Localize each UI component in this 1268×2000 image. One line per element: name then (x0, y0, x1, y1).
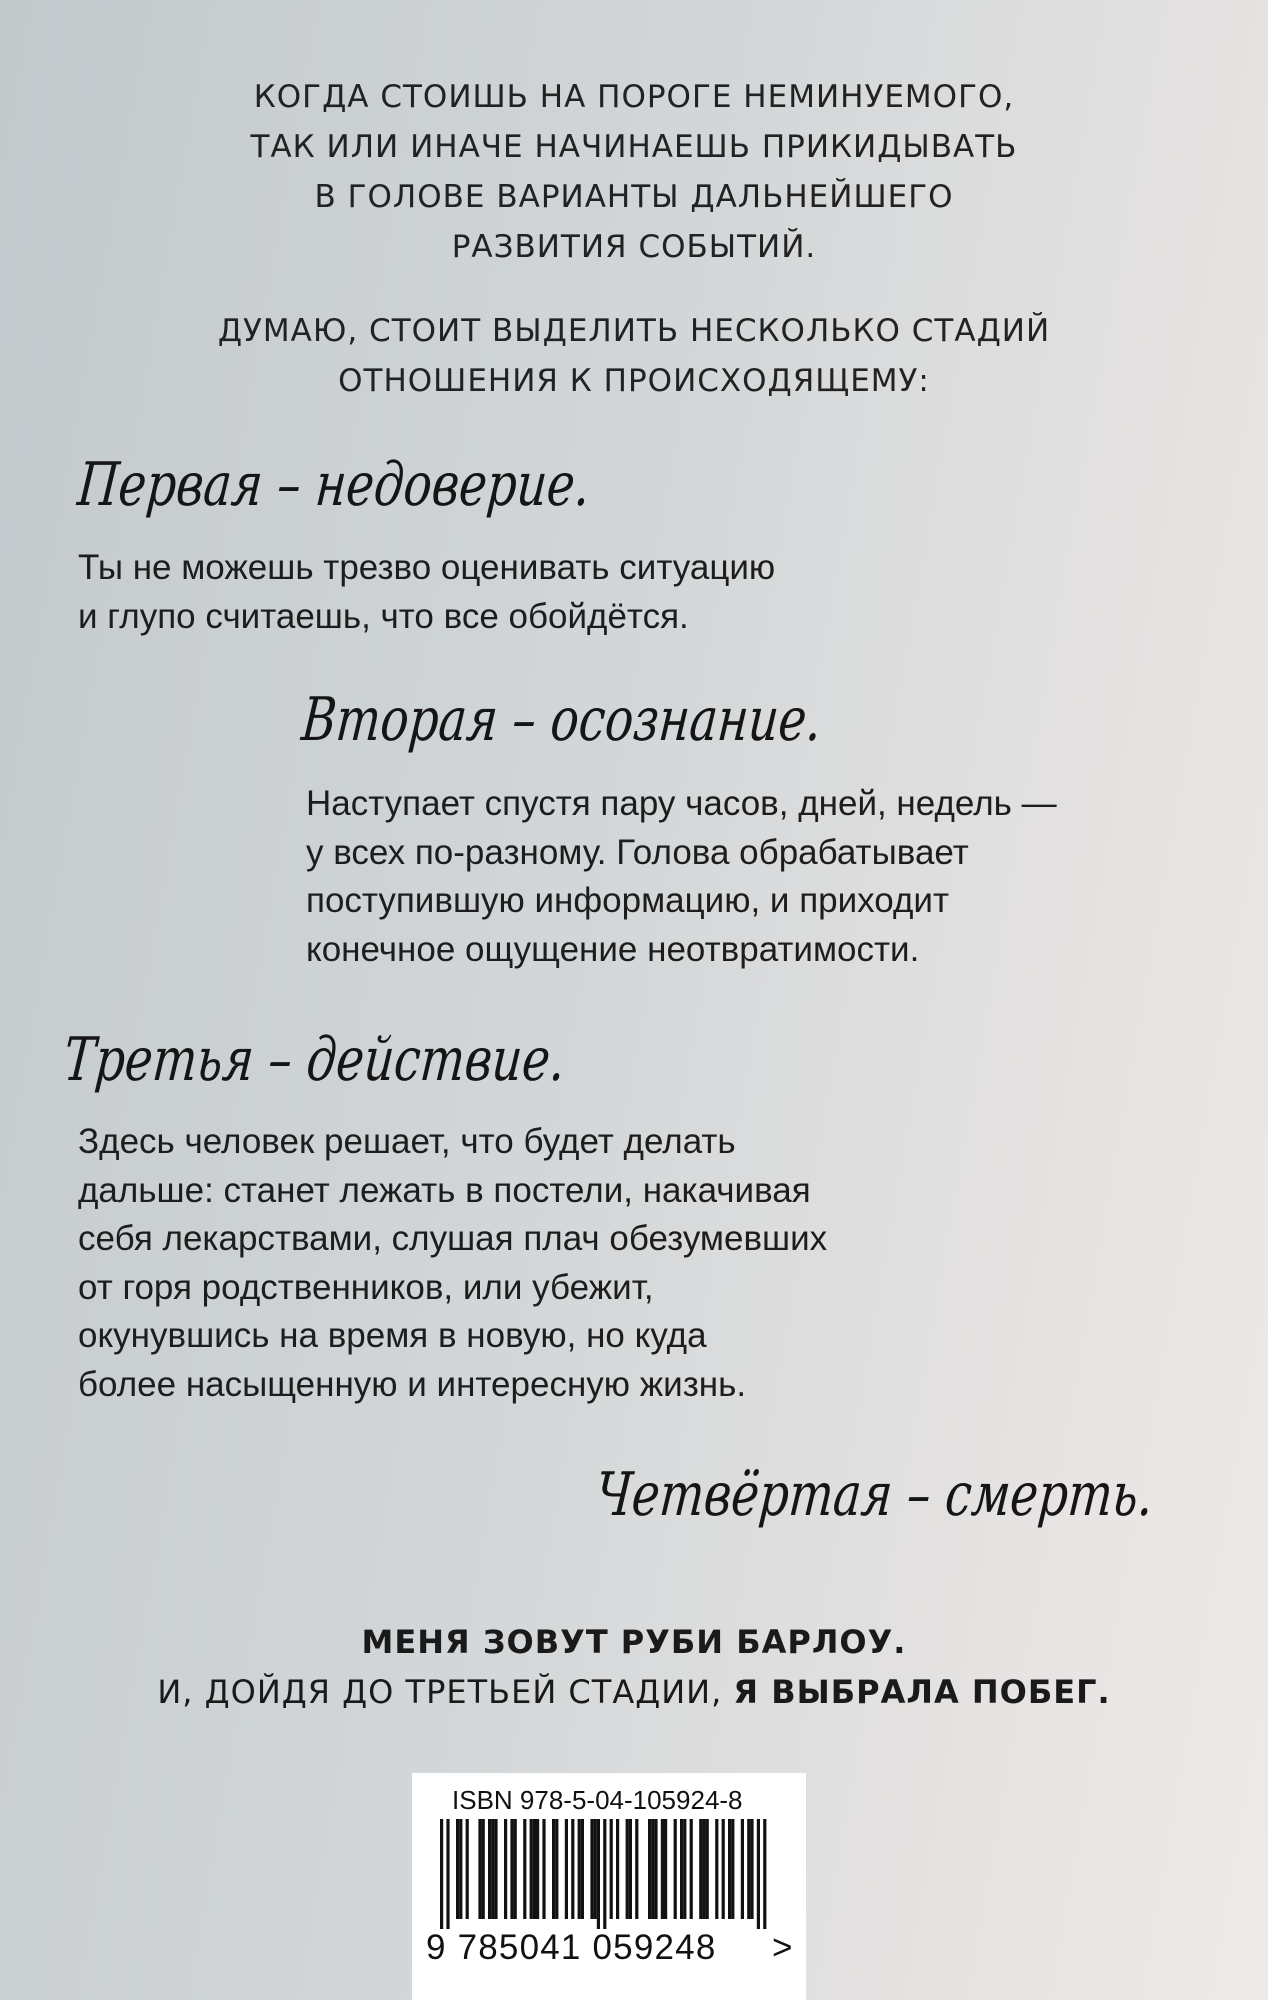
barcode-bar (491, 1819, 494, 1919)
barcode-bar (533, 1819, 536, 1919)
barcode-bar (648, 1819, 651, 1919)
barcode-bar (594, 1819, 597, 1919)
barcode-bar (466, 1819, 469, 1919)
barcode-bar (715, 1819, 718, 1919)
barcode-bar (482, 1819, 485, 1919)
barcode-bar (478, 1819, 481, 1919)
barcode-bar (750, 1819, 753, 1919)
barcode-bar (651, 1819, 654, 1919)
barcode-bar (610, 1819, 613, 1919)
barcode-bar (747, 1819, 750, 1919)
intro-line-1: КОГДА СТОИШЬ НА ПОРОГЕ НЕМИНУЕМОГО, (253, 79, 1015, 115)
barcode-bar (571, 1819, 574, 1919)
stage-4-title: Четвёртая – смерть. (593, 1460, 1156, 1530)
barcode-bar (555, 1819, 558, 1919)
barcode-bar (728, 1819, 731, 1919)
intro-line-3: В ГОЛОВЕ ВАРИАНТЫ ДАЛЬНЕЙШЕГО (314, 179, 954, 215)
barcode-digits: 9 785041 059248 (426, 1928, 717, 1967)
barcode-bar (542, 1819, 545, 1919)
barcode-bar (702, 1819, 705, 1919)
barcode-bar (616, 1819, 619, 1919)
barcode-bar (722, 1819, 725, 1919)
barcode-bar (661, 1819, 664, 1919)
barcode-bar (680, 1819, 683, 1919)
barcode-bar (690, 1819, 693, 1919)
barcode-bar (731, 1819, 734, 1919)
barcode-bar (706, 1819, 709, 1919)
barcode-bar (757, 1819, 760, 1929)
barcode-bar (664, 1819, 667, 1919)
barcode-bar (597, 1819, 600, 1929)
intro2-line-2: ОТНОШЕНИЯ К ПРОИСХОДЯЩЕМУ: (338, 363, 930, 399)
closing-line-2 (0, 1662, 1268, 1722)
barcode-bar (510, 1819, 513, 1919)
stage-1-title: Первая – недоверие. (75, 450, 593, 520)
stage-1-text: Ты не можешь трезво оценивать ситуацию и глупо считаешь, что все обойдётся. (78, 548, 776, 636)
barcode-bar (699, 1819, 702, 1919)
barcode-bar (488, 1819, 491, 1919)
barcode-bar (590, 1819, 593, 1919)
barcode-bar (741, 1819, 744, 1919)
barcode-bar (683, 1819, 686, 1919)
barcode-bar (523, 1819, 526, 1919)
closing-bold: Я ВЫБРАЛА ПОБЕГ. (733, 1673, 1111, 1711)
barcode-bar (674, 1819, 677, 1919)
barcode-bar (530, 1819, 533, 1919)
intro-line-2: ТАК ИЛИ ИНАЧЕ НАЧИНАЕШЬ ПРИКИДЫВАТЬ (250, 129, 1018, 165)
barcode-bar (514, 1819, 517, 1919)
barcode-bar (552, 1819, 555, 1919)
barcode-bar (578, 1819, 581, 1919)
barcode-bar (763, 1819, 766, 1929)
barcode-bar (456, 1819, 459, 1919)
barcode-bar (459, 1819, 462, 1919)
closing-name: МЕНЯ ЗОВУТ РУБИ БАРЛОУ. (361, 1623, 907, 1661)
stage-2-title: Вторая – осознание. (299, 685, 825, 755)
barcode-bar (536, 1819, 539, 1919)
barcode-bar (654, 1819, 657, 1919)
barcode-bar (504, 1819, 507, 1919)
barcode-bar (494, 1819, 497, 1919)
barcode-bar (626, 1819, 629, 1919)
barcode-box (412, 1773, 806, 2000)
barcode-bar (446, 1819, 449, 1929)
stage-3-text: Здесь человек решает, что будет делать дальше: станет лежать в постели, накачивая себя лекарствами, слушая плач обезумевших от горя родственников, или убежит, окунувшись на время в новую, но куда более насыщенную и интересную жизнь. (78, 1122, 828, 1404)
barcode-bar (581, 1819, 584, 1919)
barcode-bar (629, 1819, 632, 1919)
barcode-bar (635, 1819, 638, 1919)
barcode-bar (603, 1819, 606, 1929)
barcode-arrow: > (772, 1928, 793, 1967)
intro-line-4: РАЗВИТИЯ СОБЫТИЙ. (451, 229, 817, 265)
stage-3-title: Третья – действие. (61, 1025, 568, 1095)
intro2-line-1: ДУМАЮ, СТОИТ ВЫДЕЛИТЬ НЕСКОЛЬКО СТАДИЙ (217, 313, 1051, 349)
closing-prefix: И, ДОЙДЯ ДО ТРЕТЬЕЙ СТАДИИ, (157, 1673, 734, 1711)
barcode-bar (565, 1819, 568, 1919)
stage-2-text: Наступает спустя пару часов, дней, недель — у всех по-разному. Голова обрабатывает поступившую информацию, и приходит конечное ощущение неотвратимости. (306, 784, 1057, 969)
isbn-label: ISBN 978-5-04-105924-8 (452, 1785, 743, 1815)
barcode-bar (440, 1819, 443, 1929)
barcode-bars (432, 1819, 778, 1929)
